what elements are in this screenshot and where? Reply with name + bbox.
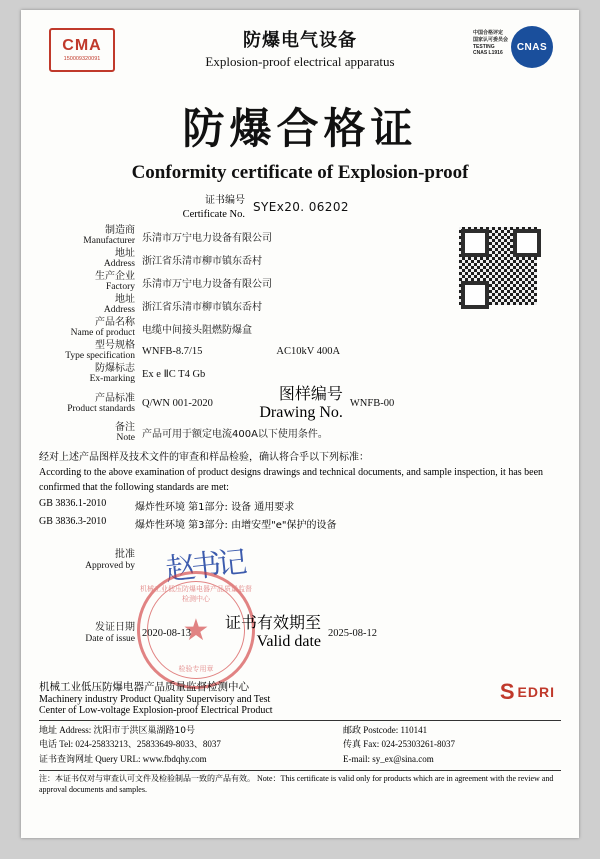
field-value-ex-marking: Ex e ⅡC T4 Gb: [142, 369, 206, 381]
field-label-note-cn: 备注: [115, 422, 135, 434]
field-value-type-spec-rating: AC10kV 400A: [276, 345, 341, 357]
contact-fax-line: [343, 738, 561, 752]
valid-date-label: [225, 615, 328, 651]
field-label-product-name-cn: 产品名称: [95, 317, 135, 329]
contact-postcode-value: 110141: [400, 725, 428, 736]
contact-address-label-cn: 地址: [39, 726, 58, 737]
certificate-header: [39, 24, 561, 82]
contact-fax-label-en: Fax:: [363, 739, 380, 750]
field-label-address-2: [39, 294, 142, 316]
field-label-type-spec-cn: 型号规格: [95, 340, 135, 352]
field-label-type-spec: [39, 340, 142, 362]
certificate-number-row: [39, 194, 561, 221]
field-row-ex-marking: [39, 363, 561, 386]
field-label-note: [39, 422, 142, 444]
field-label-ex-marking: [39, 363, 142, 385]
approved-by-row: [39, 549, 561, 571]
organization-name-en-line2: Center of Low-voltage Explosion-proof Electrical Product: [39, 705, 273, 717]
field-label-manufacturer: [39, 225, 142, 247]
standard-row-1: [39, 498, 561, 513]
field-label-note-en: Note: [116, 433, 135, 444]
field-row-type-spec: [39, 340, 561, 363]
contact-url-label-cn: 证书查询网址: [39, 754, 94, 765]
fields-block: [39, 225, 561, 445]
cma-code-text: 150009320091: [63, 55, 101, 62]
field-label-drawing-no-en: Drawing No.: [259, 403, 343, 421]
contact-email-label-en: E-mail:: [343, 753, 370, 764]
field-label-ex-marking-cn: 防爆标志: [95, 363, 135, 375]
field-value-manufacturer: 乐清市万宁电力设备有限公司: [142, 232, 272, 244]
statement-cn: 经对上述产品图样及技术文件的审查和样品检验，确认将合乎以下列标准：: [39, 452, 369, 464]
contact-fax-label-cn: 传真: [343, 740, 362, 751]
footnote-cn: 注：本证书仅对与审查认可文件及检验制品一致的产品有效。: [39, 773, 255, 783]
contact-block: [39, 724, 561, 766]
cnas-line-3: TESTING: [472, 43, 495, 50]
approved-by-label-en: Approved by: [85, 560, 135, 571]
field-label-manufacturer-en: Manufacturer: [83, 236, 135, 247]
field-label-product-standards: [39, 393, 142, 415]
field-label-product-name-en: Name of product: [70, 328, 135, 339]
contact-tel-label-cn: 电话: [39, 740, 58, 751]
field-value-note: 产品可用于额定电流400A以下使用条件。: [142, 429, 328, 441]
issue-date-label-cn: 发证日期: [95, 622, 135, 634]
field-label-product-name: [39, 317, 142, 339]
certificate-number-label-cn: 证书编号: [205, 195, 245, 206]
valid-date-label-cn: 证书有效期至: [225, 615, 322, 633]
field-label-factory-en: Factory: [105, 282, 135, 293]
certificate-number-value: SYEx20. 06202: [253, 200, 349, 215]
field-value-product-name: 电缆中间接头阻燃防爆盒: [142, 324, 252, 336]
issue-date-label-en: Date of issue: [85, 633, 135, 644]
field-label-ex-marking-en: Ex-marking: [89, 374, 135, 385]
certificate-inner: [39, 24, 561, 826]
page-title-cn: 防爆合格证: [182, 104, 418, 153]
stamp-star-icon: ★: [182, 613, 210, 647]
field-row-product-name: [39, 317, 561, 340]
cnas-badge-icon: [511, 26, 553, 68]
contact-tel-label-en: Tel:: [59, 739, 74, 750]
stamp-bottom-text: 检验专用章: [178, 665, 214, 674]
approval-block: [39, 545, 561, 674]
issue-date-label: [39, 622, 142, 644]
field-label-factory-cn: 生产企业: [95, 271, 135, 283]
header-title-en: Explosion-proof electrical apparatus: [205, 54, 395, 69]
field-value-address-2: 浙江省乐清市柳市镇东岙村: [142, 301, 262, 313]
contact-postcode-label-en: Postcode:: [363, 725, 399, 736]
field-label-product-standards-en: Product standards: [67, 403, 135, 414]
field-label-product-standards-cn: 产品标准: [95, 392, 135, 404]
field-label-address-1: [39, 248, 142, 270]
footnote-en: Note：This certificate is valid only for products which are in agreement with the review and approval documents and samples.: [39, 773, 554, 794]
field-value-drawing-no: WNFB-00: [349, 398, 395, 410]
cnas-badge-text: CNAS: [516, 41, 548, 53]
page-title-en: Conformity certificate of Explosion-proof: [131, 162, 469, 183]
contact-left-column: [39, 724, 343, 766]
divider-top: [39, 720, 561, 721]
organization-name-cn: 机械工业低压防爆电器产品质量监督检测中心: [39, 681, 249, 694]
stamp-top-text: 机械工业低压防爆电器产品质量监督检测中心: [140, 585, 252, 604]
cnas-line-1: 中国合格评定: [472, 30, 503, 36]
contact-address-label-en: Address:: [59, 725, 92, 736]
organization-block: [39, 673, 561, 716]
cnas-logo: [473, 26, 553, 68]
divider-bottom: [39, 770, 561, 771]
approved-by-label: [39, 549, 142, 571]
field-label-address-1-en: Address: [103, 259, 135, 270]
contact-right-column: [343, 724, 561, 766]
field-label-address-2-cn: 地址: [115, 294, 135, 306]
valid-date-label-en: Valid date: [256, 633, 321, 651]
certificate-page: [21, 10, 579, 838]
contact-address-line: [39, 724, 343, 738]
contact-address-value: 沈阳市于洪区巢湖路10号: [93, 726, 195, 737]
edri-logo-text: EDRI: [517, 684, 555, 701]
contact-url-label-en: Query URL:: [95, 753, 141, 764]
cnas-line-4: CNAS L1916: [472, 50, 503, 57]
field-label-drawing-no: [247, 386, 350, 422]
standard-text-2: 爆炸性环境 第3部分: 由增安型"e"保护的设备: [135, 520, 337, 532]
standard-code-2: GB 3836.3-2010: [39, 516, 107, 528]
field-label-factory: [39, 271, 142, 293]
standard-code-1: GB 3836.1-2010: [39, 498, 107, 510]
contact-email-line: [343, 753, 561, 766]
field-label-address-1-cn: 地址: [115, 248, 135, 260]
field-value-product-standards: Q/WN 001-2020: [142, 398, 213, 410]
handwritten-signature: 赵书记: [163, 545, 245, 589]
field-label-type-spec-en: Type specification: [65, 351, 135, 362]
field-row-note: [39, 421, 561, 444]
organization-name-en-line1: Machinery industry Product Quality Supervisory and Test: [39, 694, 271, 706]
field-label-address-2-en: Address: [103, 305, 135, 316]
contact-tel-line: [39, 738, 343, 752]
valid-date-value: 2025-08-12: [328, 627, 377, 639]
dates-row: [39, 615, 561, 651]
footnote-block: [39, 773, 561, 795]
standard-row-2: [39, 516, 561, 531]
cnas-line-2: 国家认可委员会: [472, 36, 508, 43]
header-title-cn: 防爆电气设备: [243, 30, 357, 51]
field-value-type-spec: WNFB-8.7/15: [142, 345, 203, 357]
issue-date-value: 2020-08-13: [142, 627, 191, 639]
qr-code-icon: [459, 227, 537, 305]
contact-email-value[interactable]: sy_ex@sina.com: [372, 753, 434, 764]
approved-by-label-cn: 批准: [115, 549, 135, 561]
cnas-sub-text: [473, 26, 508, 57]
contact-tel-value: 024-25833213、25833649-8033、8037: [75, 739, 221, 750]
field-row-product-standards: [39, 386, 561, 422]
field-label-drawing-no-cn: 图样编号: [278, 385, 343, 403]
contact-postcode-label-cn: 邮政: [343, 726, 362, 737]
contact-fax-value: 024-25303261-8037: [381, 739, 456, 750]
field-value-address-1: 浙江省乐清市柳市镇东岙村: [142, 255, 262, 267]
certificate-number-label-en: Certificate No.: [182, 208, 245, 220]
edri-logo: [500, 679, 555, 705]
statement-en: According to the above examination of product designs drawings and technical documents, and sample inspection, it has been confirmed that the following standards are met:: [39, 467, 544, 493]
field-value-factory: 乐清市万宁电力设备有限公司: [142, 278, 272, 290]
standard-text-1: 爆炸性环境 第1部分: 设备 通用要求: [135, 502, 295, 514]
contact-url-value[interactable]: www.fbdqhy.com: [142, 753, 207, 764]
contact-postcode-line: [343, 724, 561, 738]
certificate-number-label: [39, 194, 253, 221]
cma-mark-text: CMA: [62, 36, 102, 54]
contact-url-line: [39, 753, 343, 767]
edri-mark-icon: S: [499, 679, 515, 705]
field-label-manufacturer-cn: 制造商: [105, 225, 135, 237]
